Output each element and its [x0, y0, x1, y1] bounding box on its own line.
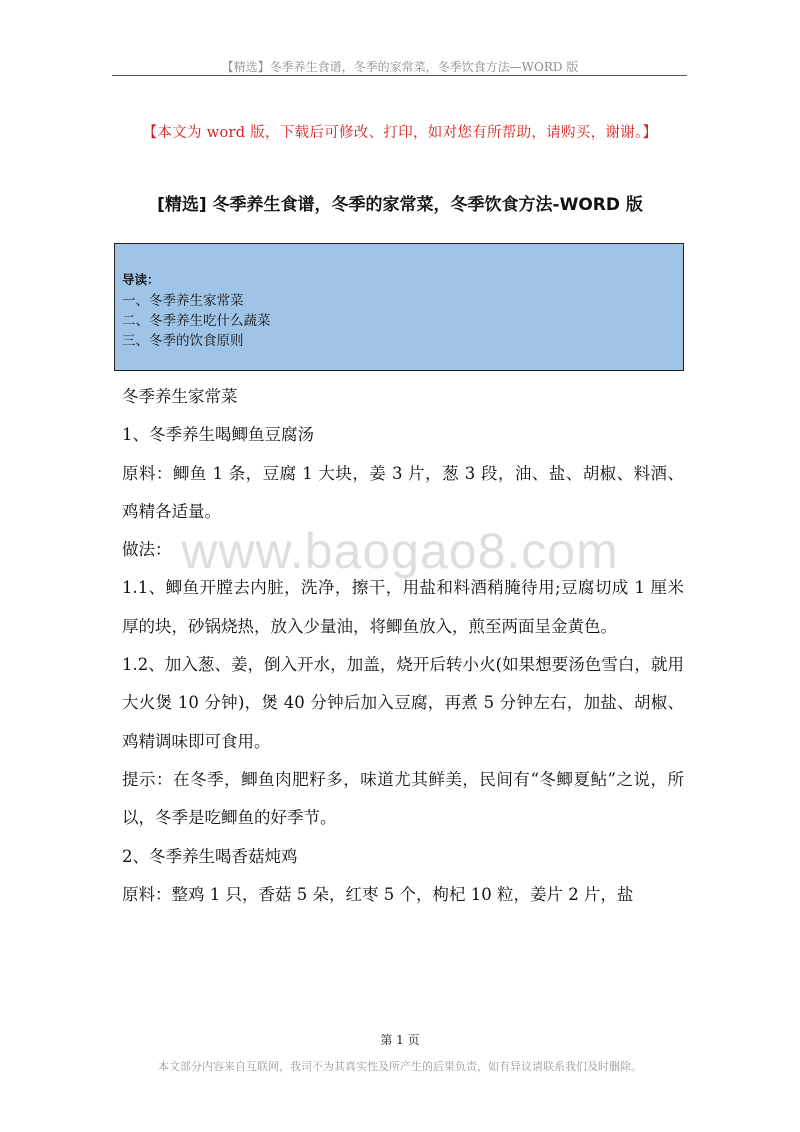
- step-paragraph: 1.2、加入葱、姜，倒入开水，加盖，烧开后转小火(如果想要汤色雪白，就用大火煲 10 分钟)，煲 40 分钟后加入豆腐，再煮 5 分钟左右，加盐、胡椒、鸡精调味即可食用。: [122, 655, 684, 751]
- tip-paragraph: 提示：在冬季，鲫鱼肉肥籽多，味道尤其鲜美，民间有“冬鲫夏鲇”之说，所以，冬季是吃鲫鱼的好季节。: [122, 769, 684, 828]
- ingredients-paragraph: 原料：鲫鱼 1 条，豆腐 1 大块，姜 3 片，葱 3 段，油、盐、胡椒、料酒、鸡精各适量。: [122, 463, 684, 521]
- guide-item: 一、冬季养生家常菜: [122, 293, 244, 309]
- page-header: 【精选】冬季养生食谱，冬季的家常菜，冬季饮食方法—WORD 版: [221, 60, 579, 74]
- watermark: www.baogao8.com: [181, 523, 619, 579]
- guide-label: 导读：: [122, 272, 160, 287]
- recipe-heading: 2、冬季养生喝香菇炖鸡: [122, 846, 298, 866]
- recipe-heading: 1、冬季养生喝鲫鱼豆腐汤: [122, 425, 314, 445]
- step-paragraph: 1.1、鲫鱼开膛去内脏，洗净，擦干，用盐和料酒稍腌待用;豆腐切成 1 厘米厚的块，砂锅烧热，放入少量油，将鲫鱼放入，煎至两面呈金黄色。: [122, 578, 684, 636]
- document-body: [122, 378, 684, 914]
- header-divider: [112, 75, 687, 76]
- method-label: 做法：: [122, 540, 172, 560]
- document-title: [精选] 冬季养生食谱，冬季的家常菜，冬季饮食方法-WORD 版: [157, 195, 643, 215]
- section-heading: 冬季养生家常菜: [122, 387, 238, 406]
- guide-box: [114, 243, 684, 371]
- footer-disclaimer: 本文部分内容来自互联网，我司不为其真实性及所产生的后果负责，如有异议请联系我们及时删除。: [158, 1060, 642, 1073]
- ingredients-paragraph: 原料：整鸡 1 只，香菇 5 朵，红枣 5 个，枸杞 10 粒，姜片 2 片，盐: [122, 884, 634, 904]
- guide-item: 三、冬季的饮食原则: [122, 333, 244, 349]
- guide-item: 二、冬季养生吃什么蔬菜: [122, 313, 271, 329]
- purchase-notice: 【本文为 word 版，下载后可修改、打印，如对您有所帮助，请购买，谢谢。】: [142, 125, 658, 141]
- page-number: 第 1 页: [380, 1033, 420, 1047]
